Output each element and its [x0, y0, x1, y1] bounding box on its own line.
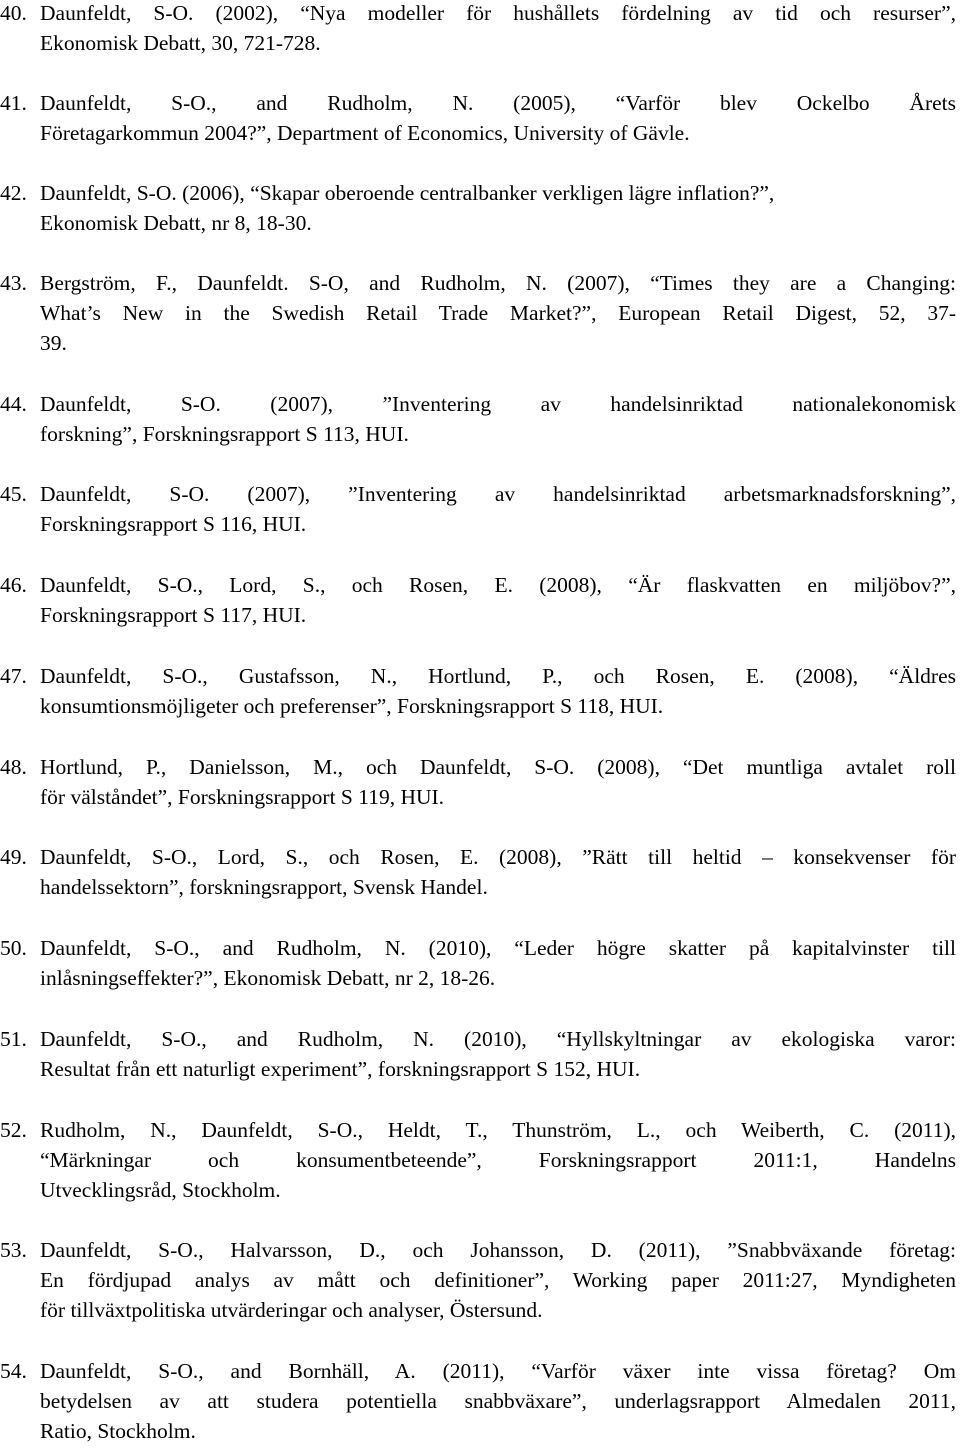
reference-number: 50. — [0, 936, 27, 960]
reference-42 — [0, 178, 956, 238]
reference-number: 47. — [0, 664, 27, 688]
reference-text-line: Daunfeldt, S-O., and Rudholm, N. (2005), “Varför blev Ockelbo Årets — [40, 91, 956, 115]
reference-41 — [0, 88, 956, 148]
reference-number: 54. — [0, 1359, 27, 1383]
reference-number: 46. — [0, 573, 27, 597]
reference-text-line: Företagarkommun 2004?”, Department of Economics, University of Gävle. — [40, 121, 690, 145]
reference-text-line: What’s New in the Swedish Retail Trade Market?”, European Retail Digest, 52, 37- — [40, 301, 956, 325]
reference-text-line: konsumtionsmöjligeter och preferenser”, Forskningsrapport S 118, HUI. — [40, 694, 664, 718]
reference-number: 41. — [0, 91, 27, 115]
reference-text-line: Bergström, F., Daunfeldt. S-O, and Rudholm, N. (2007), “Times they are a Changing: — [40, 271, 956, 295]
reference-number: 43. — [0, 271, 27, 295]
reference-text-line: Daunfeldt, S-O. (2007), ”Inventering av handelsinriktad nationalekonomisk — [40, 392, 956, 416]
reference-text-line: Daunfeldt, S-O., Lord, S., och Rosen, E. (2008), ”Rätt till heltid – konsekvenser för — [40, 845, 956, 869]
reference-text-line: för tillväxtpolitiska utvärderingar och analyser, Östersund. — [40, 1298, 543, 1322]
reference-text-line: betydelsen av att studera potentiella snabbväxare”, underlagsrapport Almedalen 2011, — [40, 1389, 956, 1413]
reference-47 — [0, 661, 956, 721]
reference-text-line: Forskningsrapport S 116, HUI. — [40, 512, 307, 536]
reference-text-line: Daunfeldt, S-O., Halvarsson, D., och Johansson, D. (2011), ”Snabbväxande företag: — [40, 1238, 956, 1262]
reference-text-line: “Märkningar och konsumentbeteende”, Forskningsrapport 2011:1, Handelns — [40, 1148, 956, 1172]
reference-text-line: Daunfeldt, S-O. (2007), ”Inventering av handelsinriktad arbetsmarknadsforskning”, — [40, 482, 956, 506]
reference-text-line: för välståndet”, Forskningsrapport S 119, HUI. — [40, 785, 445, 809]
reference-number: 49. — [0, 845, 27, 869]
reference-number: 48. — [0, 755, 27, 779]
reference-number: 45. — [0, 482, 27, 506]
reference-number: 42. — [0, 181, 27, 205]
reference-51 — [0, 1024, 956, 1084]
reference-text-line: En fördjupad analys av mått och definitioner”, Working paper 2011:27, Myndigheten — [40, 1268, 956, 1292]
reference-text-line: Resultat från ett naturligt experiment”, forskningsrapport S 152, HUI. — [40, 1057, 641, 1081]
reference-text-line: Daunfeldt, S-O. (2006), “Skapar oberoende centralbanker verkligen lägre inflation?”, — [40, 181, 775, 205]
reference-text-line: inlåsningseffekter?”, Ekonomisk Debatt, nr 2, 18-26. — [40, 966, 496, 990]
reference-number: 44. — [0, 392, 27, 416]
reference-text-line: Daunfeldt, S-O., and Rudholm, N. (2010), “Leder högre skatter på kapitalvinster till — [40, 936, 956, 960]
reference-43 — [0, 268, 956, 358]
reference-54 — [0, 1356, 956, 1446]
reference-text-line: Rudholm, N., Daunfeldt, S-O., Heldt, T., Thunström, L., och Weiberth, C. (2011), — [40, 1118, 956, 1142]
reference-53 — [0, 1235, 956, 1325]
reference-text-line: Daunfeldt, S-O., and Bornhäll, A. (2011), “Varför växer inte vissa företag? Om — [40, 1359, 956, 1383]
reference-text-line: Ekonomisk Debatt, nr 8, 18-30. — [40, 211, 312, 235]
reference-text-line: Daunfeldt, S-O., Lord, S., och Rosen, E. (2008), “Är flaskvatten en miljöbov?”, — [40, 573, 956, 597]
reference-number: 52. — [0, 1118, 27, 1142]
reference-45 — [0, 479, 956, 539]
reference-text-line: Daunfeldt, S-O. (2002), “Nya modeller för hushållets fördelning av tid och resurser”, — [40, 1, 956, 25]
reference-text-line: handelssektorn”, forskningsrapport, Svensk Handel. — [40, 875, 488, 899]
reference-number: 51. — [0, 1027, 27, 1051]
reference-text-line: Utvecklingsråd, Stockholm. — [40, 1178, 281, 1202]
reference-number: 40. — [0, 1, 27, 25]
reference-48 — [0, 752, 956, 812]
reference-text-line: Daunfeldt, S-O., Gustafsson, N., Hortlund, P., och Rosen, E. (2008), “Äldres — [40, 664, 956, 688]
reference-number: 53. — [0, 1238, 27, 1262]
reference-text-line: Daunfeldt, S-O., and Rudholm, N. (2010), “Hyllskyltningar av ekologiska varor: — [40, 1027, 956, 1051]
reference-text-line: Hortlund, P., Danielsson, M., och Daunfeldt, S-O. (2008), “Det muntliga avtalet roll — [40, 755, 956, 779]
reference-44 — [0, 389, 956, 449]
reference-text-line: Ratio, Stockholm. — [40, 1419, 196, 1443]
reference-49 — [0, 842, 956, 902]
reference-40 — [0, 0, 956, 58]
reference-46 — [0, 570, 956, 630]
reference-text-line: Forskningsrapport S 117, HUI. — [40, 603, 307, 627]
reference-text-line: forskning”, Forskningsrapport S 113, HUI. — [40, 422, 409, 446]
reference-text-line: 39. — [40, 331, 67, 355]
reference-text-line: Ekonomisk Debatt, 30, 721-728. — [40, 31, 321, 55]
reference-50 — [0, 933, 956, 993]
reference-52 — [0, 1115, 956, 1205]
